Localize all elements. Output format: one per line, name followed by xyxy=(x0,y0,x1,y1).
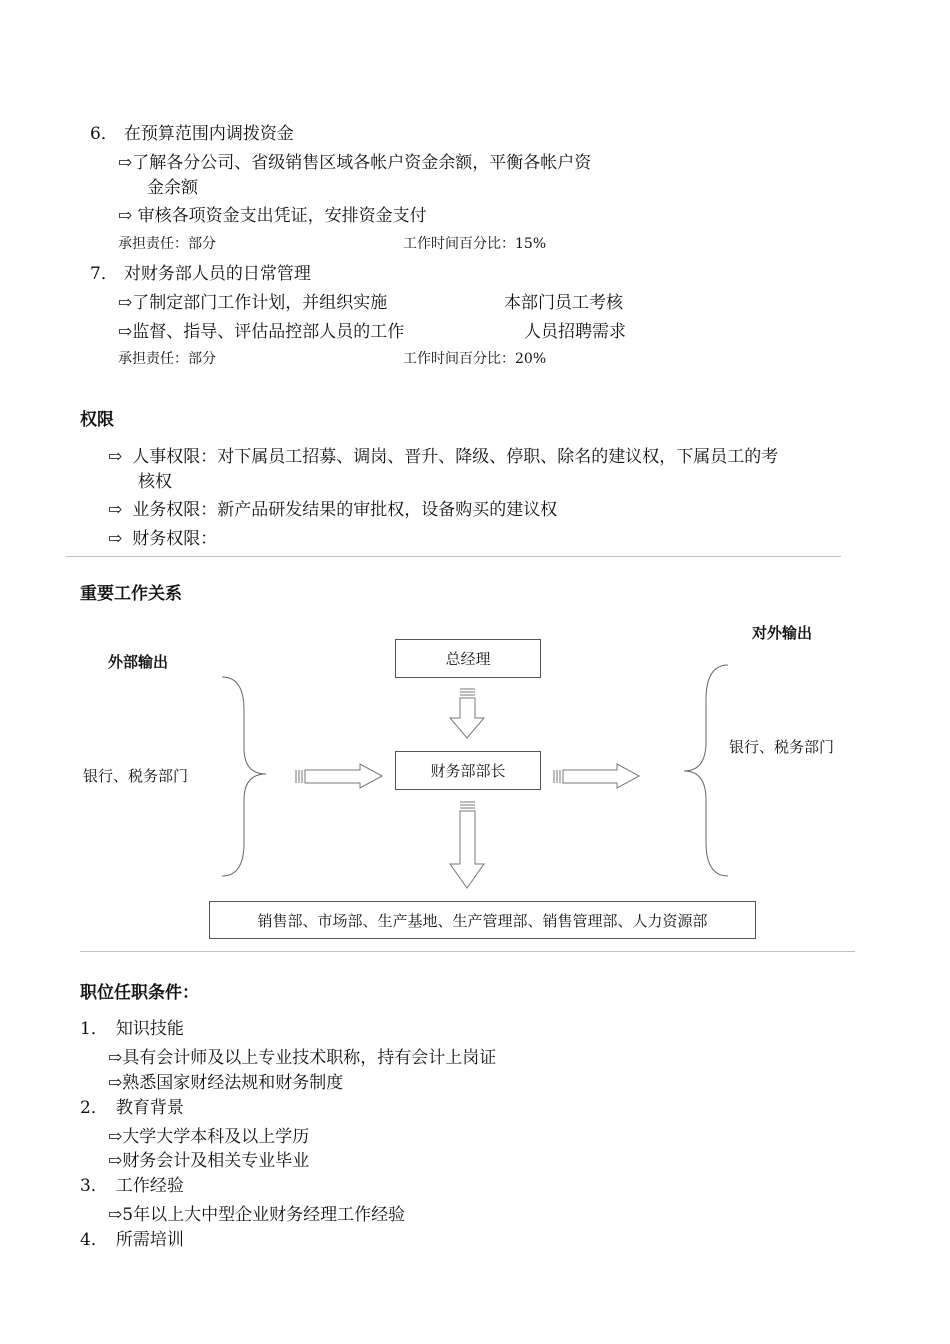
arrow-right-icon: ⇨ xyxy=(108,500,123,520)
right-brace xyxy=(684,665,728,876)
arrow-right-icon: ⇨ xyxy=(108,1127,123,1147)
duty-7-time-percent: 工作时间百分比：20% xyxy=(403,351,547,367)
general-manager-box: 总经理 xyxy=(395,639,541,678)
left-output-title: 外部输出 xyxy=(108,653,169,671)
arrow-right-icon: ⇨ xyxy=(108,1048,123,1068)
qual-section-2-item-1: ⇨大学大学本科及以上学历 xyxy=(108,1127,310,1147)
duty-7-item-4: 人员招聘需求 xyxy=(524,322,626,342)
arrow-right-icon: ⇨ xyxy=(108,447,123,467)
duty-7-responsibility: 承担责任：部分 xyxy=(118,351,216,367)
duty-7-item-1: ⇨了制定部门工作计划，并组织实施 xyxy=(118,293,388,313)
duty-6-item-2: ⇨ 审核各项资金支出凭证，安排资金支付 xyxy=(118,206,427,226)
down-arrow-2 xyxy=(450,802,484,888)
right-arrow-2 xyxy=(554,764,639,788)
duty-6-responsibility: 承担责任：部分 xyxy=(118,236,216,252)
down-arrow-1 xyxy=(450,689,484,738)
duty-7-title: 7． 对财务部人员的日常管理 xyxy=(90,264,311,284)
arrow-right-icon: ⇨ xyxy=(108,1205,123,1225)
authority-item-finance: ⇨ 财务权限： xyxy=(108,529,218,549)
arrow-right-icon: ⇨ xyxy=(108,529,123,549)
qual-section-2-title: 2． 教育背景 xyxy=(80,1098,184,1118)
qual-section-1-item-1: ⇨具有会计师及以上专业技术职称，持有会计上岗证 xyxy=(108,1048,497,1068)
duty-6-item-1: ⇨了解各分公司、省级销售区域各帐户资金余额，平衡各帐户资 xyxy=(118,153,592,173)
divider xyxy=(80,951,855,952)
authority-heading: 权限 xyxy=(80,410,114,430)
authority-item-hr: ⇨ 人事权限：对下属员工招募、调岗、晋升、降级、停职、除名的建议权，下属员工的考 xyxy=(108,447,779,467)
qual-section-4-title: 4． 所需培训 xyxy=(80,1230,184,1250)
right-external-text: 银行、税务部门 xyxy=(729,738,835,756)
duty-7-item-3: ⇨监督、指导、评估品控部人员的工作 xyxy=(118,322,405,342)
arrow-right-icon: ⇨ xyxy=(108,1073,123,1093)
finance-director-box: 财务部部长 xyxy=(395,751,541,790)
arrow-right-icon: ⇨ xyxy=(108,1151,123,1171)
right-arrow-1 xyxy=(296,764,382,788)
duty-6-item-1-cont: 金余额 xyxy=(147,178,198,198)
right-output-title: 对外输出 xyxy=(752,624,813,642)
arrow-right-icon: ⇨ xyxy=(118,293,133,313)
arrow-right-icon: ⇨ xyxy=(118,206,133,226)
duty-6-time-percent: 工作时间百分比：15% xyxy=(403,236,547,252)
duty-7-item-2: 本部门员工考核 xyxy=(504,293,623,313)
qual-section-3-title: 3． 工作经验 xyxy=(80,1176,184,1196)
qual-section-1-title: 1． 知识技能 xyxy=(80,1019,184,1039)
duty-6-title: 6． 在预算范围内调拨资金 xyxy=(90,124,294,144)
relations-heading: 重要工作关系 xyxy=(80,584,182,604)
qual-section-1-item-2: ⇨熟悉国家财经法规和财务制度 xyxy=(108,1073,344,1093)
authority-item-hr-cont: 核权 xyxy=(138,472,172,492)
departments-box: 销售部、市场部、生产基地、生产管理部、销售管理部、人力资源部 xyxy=(209,901,756,939)
left-external-text: 银行、税务部门 xyxy=(83,767,189,785)
left-brace xyxy=(222,677,266,876)
arrow-right-icon: ⇨ xyxy=(118,153,133,173)
qual-section-2-item-2: ⇨财务会计及相关专业毕业 xyxy=(108,1151,310,1171)
qualifications-heading: 职位任职条件： xyxy=(80,983,199,1003)
authority-item-business: ⇨ 业务权限：新产品研发结果的审批权，设备购买的建议权 xyxy=(108,500,558,520)
qual-section-3-item-1: ⇨5年以上大中型企业财务经理工作经验 xyxy=(108,1205,406,1225)
arrow-right-icon: ⇨ xyxy=(118,322,133,342)
